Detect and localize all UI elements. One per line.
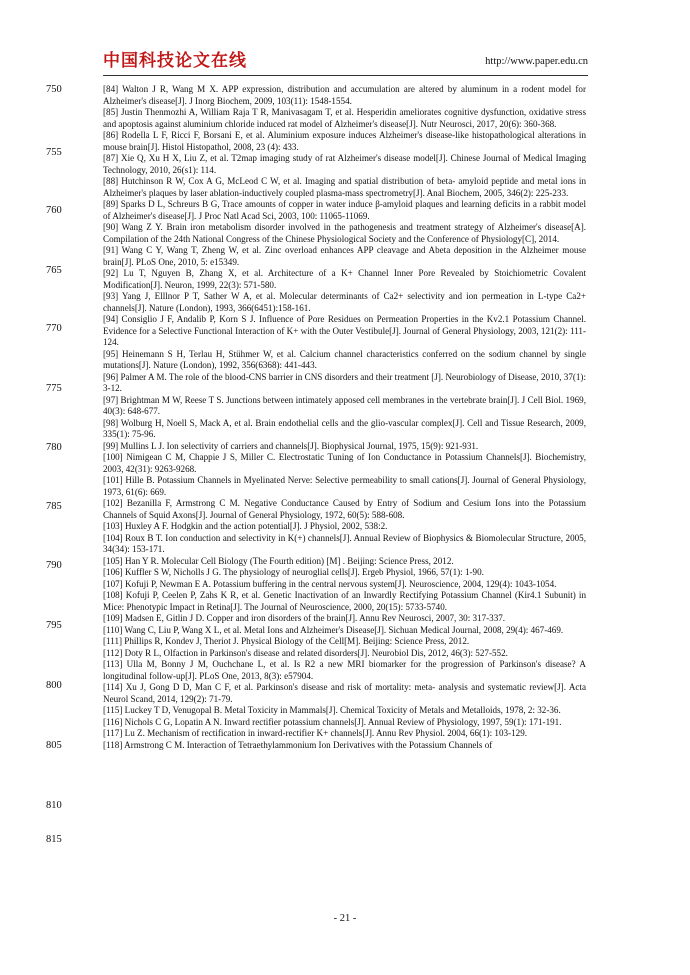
reference-item: [109] Madsen E, Gitlin J D. Copper and iron disorders of the brain[J]. Annu Rev Neurosci, 2007, 30: 317-337. xyxy=(103,613,506,623)
reference-item: [117] Lu Z. Mechanism of rectification in inward-rectifier K+ channels[J]. Annu Rev Physiol. 2004, 66(1): 103-129. xyxy=(103,728,528,738)
line-number: 785 xyxy=(46,501,62,512)
line-number: 770 xyxy=(46,323,62,334)
reference-item: [86] Rodella L F, Ricci F, Borsani E, et al. Aluminium exposure induces Alzheimer's disease-like histopathological alterations in mouse brain[J]. Histol Histopathol, 2008, 23 (4): 433. xyxy=(103,130,586,152)
reference-item: [116] Nichols C G, Lopatin A N. Inward rectifier potassium channels[J]. Annual Review of Physiology, 1997, 59(1): 171-191. xyxy=(103,716,562,727)
reference-item: [90] Wang Z Y. Brain iron metabolism disorder involved in the pathogenesis and treatment strategy of Alzheimer's disease[A]. Compilation of the 24th National Congress of the Chinese Physiological Society and the Conference of Physiology[C], 2014. xyxy=(103,222,586,244)
reference-item: [115] Luckey T D, Venugopal B. Metal Toxicity in Mammals[J]. Chemical Toxicity of Metals and Metalloids, 1978, 2: 32-36. xyxy=(103,705,561,715)
reference-item: [118] Armstrong C M. Interaction of Tetraethylammonium Ion Derivatives with the Potassium Channels of xyxy=(103,739,493,750)
reference-item: [99] Mullins L J. Ion selectivity of carriers and channels[J]. Biophysical Journal, 1975, 15(9): 921-931. xyxy=(103,440,479,451)
reference-item: [106] Kuffler S W, Nicholls J G. The physiology of neuroglial cells[J]. Ergeb Physiol, 1966, 57(1): 1-90. xyxy=(103,567,484,577)
line-number: 760 xyxy=(46,205,62,216)
reference-item: [113] Ulla M, Bonny J M, Ouchchane L, et al. Is R2 a new MRI biomarker for the progression of Parkinson's disease? A longitudinal follow-up[J]. PLoS One, 2013, 8(3): e57904. xyxy=(103,659,586,681)
reference-item: [105] Han Y R. Molecular Cell Biology (The Fourth edition) [M] . Beijing: Science Press, 2012. xyxy=(103,555,454,566)
line-number: 755 xyxy=(46,147,62,158)
line-number: 805 xyxy=(46,740,62,751)
reference-item: [104] Roux B T. Ion conduction and selectivity in K(+) channels[J]. Annual Review of Biophysics & Biomolecular Structure, 2005, 34(34): 153-171. xyxy=(103,532,586,554)
reference-item: [98] Wolburg H, Noell S, Mack A, et al. Brain endothelial cells and the glio-vascular complex[J]. Cell and Tissue Research, 2009, 335(1): 75-96. xyxy=(103,417,586,439)
reference-item: [89] Sparks D L, Schreurs B G, Trace amounts of copper in water induce β-amyloid plaques and learning deficits in a rabbit model of Alzheimer's disease[J]. J Proc Natl Acad Sci, 2003, 100: 11065-11069. xyxy=(103,199,586,221)
line-number: 775 xyxy=(46,383,62,394)
reference-item: [85] Justin Thenmozhi A, William Raja T R, Manivasagam T, et al. Hesperidin ameliorates cognitive dysfunction, oxidative stress and apoptosis against aluminium chloride induced rat model of Alzheimer's disease[J]. Nutr Neurosci, 2017, 20(6): 360-368. xyxy=(103,107,586,129)
reference-item: [101] Hille B. Potassium Channels in Myelinated Nerve: Selective permeability to small cations[J]. Journal of General Physiology, 1973, 61(6): 669. xyxy=(103,475,586,497)
line-number: 815 xyxy=(46,834,62,845)
line-number: 780 xyxy=(46,442,62,453)
reference-item: [95] Heinemann S H, Terlau H, Stühmer W, et al. Calcium channel characteristics conferred on the sodium channel by single mutations[J]. Nature (London), 1992, 356(6368): 441-443. xyxy=(103,348,586,370)
journal-logo: 中国科技论文在线 xyxy=(103,51,247,71)
reference-item: [97] Brightman M W, Reese T S. Junctions between intimately apposed cell membranes in the vertebrate brain[J]. J Cell Biol. 1969, 40(3): 648-677. xyxy=(103,394,586,416)
reference-item: [91] Wang C Y, Wang T, Zheng W, et al. Zinc overload enhances APP cleavage and Abeta deposition in the Alzheimer mouse brain[J]. PLoS One, 2010, 5: e15349. xyxy=(103,245,586,267)
reference-item: [93] Yang J, Elllnor P T, Sather W A, et al. Molecular determinants of Ca2+ selectivity and ion permeation in L-type Ca2+ channels[J]. Nature (London), 1993, 366(6451):158-161. xyxy=(103,291,586,313)
reference-item: [102] Bezanilla F, Armstrong C M. Negative Conductance Caused by Entry of Sodium and Cesium Ions into the Potassium Channels of Squid Axons[J]. Journal of General Physiology, 1972, 60(5): 588-608. xyxy=(103,498,586,520)
page-header xyxy=(103,51,588,76)
line-number: 790 xyxy=(46,560,62,571)
reference-item: [84] Walton J R, Wang M X. APP expression, distribution and accumulation are altered by aluminum in a rodent model for Alzheimer's disease[J]. J Inorg Biochem, 2009, 103(11): 1548-1554. xyxy=(103,84,586,106)
reference-item: [100] Nimigean C M, Chappie J S, Miller C. Electrostatic Tuning of Ion Conductance in Potassium Channels[J]. Biochemistry, 2003, 42(31): 9263-9268. xyxy=(103,452,586,474)
line-number: 800 xyxy=(46,680,62,691)
reference-item: [112] Doty R L, Olfaction in Parkinson's disease and related disorders[J]. Neurobiol Dis, 2012, 46(3): 527-552. xyxy=(103,647,508,658)
reference-item: [94] Consiglio J F, Andalib P, Korn S J. Influence of Pore Residues on Permeation Properties in the Kv2.1 Potassium Channel. Evidence for a Selective Functional Interaction of K+ with the Outer Vestibule[J]. Journal of General Physiology, 2003, 121(2): 111-124. xyxy=(103,314,586,347)
reference-item: [111] Phillips R, Kondev J, Theriot J. Physical Biology of the Cell[M]. Beijing: Science Press, 2012. xyxy=(103,636,470,646)
page-number: - 21 - xyxy=(333,913,357,924)
reference-item: [107] Kofuji P, Newman E A. Potassium buffering in the central nervous system[J]. Neuroscience, 2004, 129(4): 1043-1054. xyxy=(103,578,557,589)
reference-list xyxy=(103,84,586,751)
reference-item: [87] Xie Q, Xu H X, Liu Z, et al. T2map imaging study of rat Alzheimer's disease model[J]. Chinese Journal of Medical Imaging Technology, 2010, 26(s1): 114. xyxy=(103,153,586,175)
reference-item: [103] Huxley A F. Hodgkin and the action potential[J]. J Physiol, 2002, 538:2. xyxy=(103,521,388,531)
line-number: 750 xyxy=(46,84,62,95)
reference-item: [110] Wang C, Liu P, Wang X L, et al. Metal Ions and Alzheimer's Disease[J]. Sichuan Medical Journal, 2008, 29(4): 467-469. xyxy=(103,624,564,635)
line-number: 765 xyxy=(46,265,62,276)
reference-item: [114] Xu J, Gong D D, Man C F, et al. Parkinson's disease and risk of mortality: meta- analysis and systematic review[J]. Acta Neurol Scand, 2014, 129(2): 71-79. xyxy=(103,682,586,704)
reference-item: [108] Kofuji P, Ceelen P, Zahs K R, et al. Genetic Inactivation of an Inwardly Rectifying Potassium Channel (Kir4.1 Subunit) in Mice: Phenotypic Impact in Retina[J]. The Journal of Neuroscience, 2000, 20(15): 5733-5740. xyxy=(103,590,586,612)
line-number: 795 xyxy=(46,620,62,631)
line-number: 810 xyxy=(46,800,62,811)
reference-item: [96] Palmer A M. The role of the blood-CNS barrier in CNS disorders and their treatment [J]. Neurobiology of Disease, 2010, 37(1): 3-12. xyxy=(103,371,586,393)
header-url[interactable]: http://www.paper.edu.cn xyxy=(485,56,588,67)
reference-item: [88] Hutchinson R W, Cox A G, McLeod C W, et al. Imaging and spatial distribution of beta- amyloid peptide and metal ions in Alzheimer's plaques by laser ablation-inductively coupled plasma-mass spectrometry[J]. Anal Biochem, 2005, 346(2): 225-233. xyxy=(103,176,586,198)
reference-item: [92] Lu T, Nguyen B, Zhang X, et al. Architecture of a K+ Channel Inner Pore Revealed by Stoichiometric Covalent Modification[J]. Neuron, 1999, 22(3): 571-580. xyxy=(103,268,586,290)
